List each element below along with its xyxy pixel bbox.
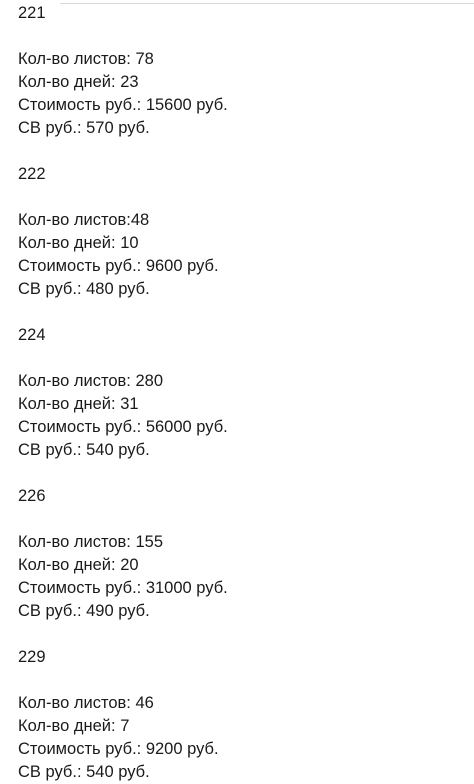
blank-line — [18, 669, 464, 692]
entry-sv: СВ руб.: 480 руб. — [18, 280, 150, 298]
entry-sheets: Кол-во листов: 280 — [18, 372, 163, 390]
blank-line — [18, 347, 464, 370]
blank-line — [18, 301, 464, 324]
entry-days: Кол-во дней: 10 — [18, 234, 139, 252]
blank-line — [18, 623, 464, 646]
entry-number: 224 — [18, 326, 46, 344]
entry-number: 229 — [18, 648, 46, 666]
blank-line — [18, 25, 464, 48]
entry-cost: Стоимость руб.: 9200 руб. — [18, 740, 219, 758]
entry-cost: Стоимость руб.: 56000 руб. — [18, 418, 228, 436]
note-content — [18, 2, 464, 784]
entry-cost: Стоимость руб.: 9600 руб. — [18, 257, 219, 275]
entry-cost: Стоимость руб.: 31000 руб. — [18, 579, 228, 597]
entry-block — [18, 2, 464, 163]
entry-sv: СВ руб.: 540 руб. — [18, 441, 150, 459]
blank-line — [18, 462, 464, 485]
entry-sheets: Кол-во листов: 78 — [18, 50, 154, 68]
entry-number: 222 — [18, 165, 46, 183]
blank-line — [18, 140, 464, 163]
entry-days: Кол-во дней: 23 — [18, 73, 139, 91]
entry-cost: Стоимость руб.: 15600 руб. — [18, 96, 228, 114]
entry-days: Кол-во дней: 7 — [18, 717, 130, 735]
entry-sv: СВ руб.: 570 руб. — [18, 119, 150, 137]
blank-line — [18, 508, 464, 531]
entry-sheets: Кол-во листов:48 — [18, 211, 150, 229]
entry-sv: СВ руб.: 490 руб. — [18, 602, 150, 620]
entry-sheets: Кол-во листов: 46 — [18, 694, 154, 712]
entry-number: 221 — [18, 4, 46, 22]
blank-line — [18, 186, 464, 209]
entry-days: Кол-во дней: 20 — [18, 556, 139, 574]
entry-number: 226 — [18, 487, 46, 505]
entry-block — [18, 163, 464, 324]
entry-sv: СВ руб.: 540 руб. — [18, 763, 150, 781]
entry-sheets: Кол-во листов: 155 — [18, 533, 163, 551]
entry-block — [18, 646, 464, 784]
entry-block — [18, 324, 464, 485]
entry-days: Кол-во дней: 31 — [18, 395, 139, 413]
entry-block — [18, 485, 464, 646]
